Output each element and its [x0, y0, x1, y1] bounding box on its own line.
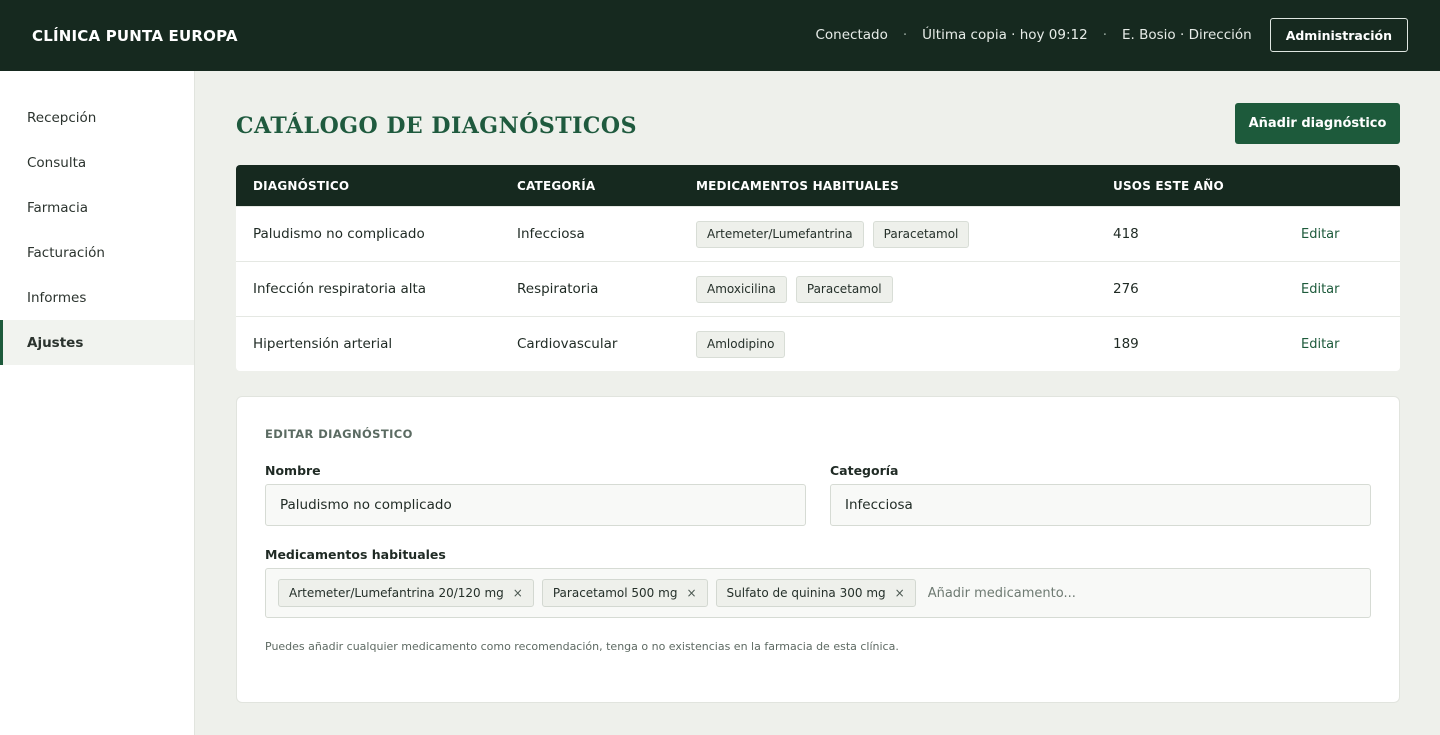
table-row — [236, 316, 1400, 371]
add-medication-input[interactable] — [928, 586, 1228, 601]
medication-chip: Artemeter/Lumefantrina — [696, 221, 864, 248]
sidebar-item-facturacion[interactable]: Facturación — [27, 244, 105, 261]
admin-button[interactable]: Administración — [1270, 18, 1408, 52]
header-meta — [816, 18, 1409, 52]
uses-count: 418 — [1113, 226, 1139, 242]
medication-tag — [542, 579, 708, 607]
sidebar-item-recepcion[interactable]: Recepción — [27, 109, 97, 126]
column-header-medications[interactable]: MEDICAMENTOS HABITUALES — [696, 178, 899, 193]
sidebar — [0, 71, 195, 735]
edit-link[interactable]: Editar — [1301, 227, 1340, 242]
sidebar-item-ajustes[interactable]: Ajustes — [0, 320, 194, 365]
separator: · — [902, 27, 908, 43]
diagnosis-table — [236, 165, 1400, 371]
current-user: E. Bosio · Dirección — [1122, 27, 1252, 43]
remove-tag-icon[interactable]: × — [894, 586, 905, 600]
table-header — [236, 165, 1400, 206]
diagnosis-name: Paludismo no complicado — [253, 226, 425, 242]
medication-tag — [278, 579, 534, 607]
sidebar-item-informes[interactable]: Informes — [27, 289, 87, 306]
name-label: Nombre — [265, 463, 321, 478]
diagnosis-name: Hipertensión arterial — [253, 336, 393, 352]
column-header-category[interactable]: CATEGORÍA — [517, 178, 596, 193]
medication-chip: Amlodipino — [696, 331, 785, 358]
uses-count: 276 — [1113, 281, 1139, 297]
medication-chip: Amoxicilina — [696, 276, 787, 303]
diagnosis-category: Infecciosa — [517, 226, 585, 242]
medications-label: Medicamentos habituales — [265, 547, 446, 562]
edit-link[interactable]: Editar — [1301, 282, 1340, 297]
page-title: CATÁLOGO DE DIAGNÓSTICOS — [236, 113, 637, 139]
category-input[interactable] — [830, 484, 1371, 526]
medication-chip: Paracetamol — [873, 221, 970, 248]
column-header-diagnosis[interactable]: DIAGNÓSTICO — [253, 178, 350, 193]
table-row — [236, 206, 1400, 261]
separator: · — [1102, 27, 1108, 43]
sidebar-item-farmacia[interactable]: Farmacia — [27, 199, 88, 216]
medication-chip: Paracetamol — [796, 276, 893, 303]
remove-tag-icon[interactable]: × — [686, 586, 697, 600]
section-title: EDITAR DIAGNÓSTICO — [265, 427, 413, 441]
medications-cell — [696, 331, 1113, 358]
last-backup: Última copia · hoy 09:12 — [922, 27, 1088, 43]
medication-tag-label: Paracetamol 500 mg — [552, 586, 678, 600]
sidebar-item-consulta[interactable]: Consulta — [27, 154, 87, 171]
edit-link[interactable]: Editar — [1301, 337, 1340, 352]
brand-name: CLÍNICA PUNTA EUROPA — [32, 27, 238, 45]
table-row — [236, 261, 1400, 316]
help-text: Puedes añadir cualquier medicamento como recomendación, tenga o no existencias en la farmacia de esta clínica. — [265, 640, 899, 653]
top-bar — [0, 0, 1440, 71]
medications-cell — [696, 221, 1113, 248]
category-label: Categoría — [830, 463, 899, 478]
medication-tag-label: Sulfato de quinina 300 mg — [726, 586, 886, 600]
edit-diagnosis-panel — [236, 396, 1400, 703]
column-header-uses[interactable]: USOS ESTE AÑO — [1113, 178, 1224, 193]
diagnosis-category: Respiratoria — [517, 281, 599, 297]
diagnosis-name: Infección respiratoria alta — [253, 281, 427, 297]
diagnosis-category: Cardiovascular — [517, 336, 618, 352]
add-diagnosis-button[interactable]: Añadir diagnóstico — [1235, 103, 1400, 144]
medication-tag — [716, 579, 916, 607]
name-input[interactable] — [265, 484, 806, 526]
medications-cell — [696, 276, 1113, 303]
medications-tag-input[interactable] — [265, 568, 1371, 618]
medication-tag-label: Artemeter/Lumefantrina 20/120 mg — [289, 586, 504, 600]
connection-status: Conectado — [815, 27, 888, 43]
uses-count: 189 — [1113, 336, 1139, 352]
remove-tag-icon[interactable]: × — [512, 586, 523, 600]
